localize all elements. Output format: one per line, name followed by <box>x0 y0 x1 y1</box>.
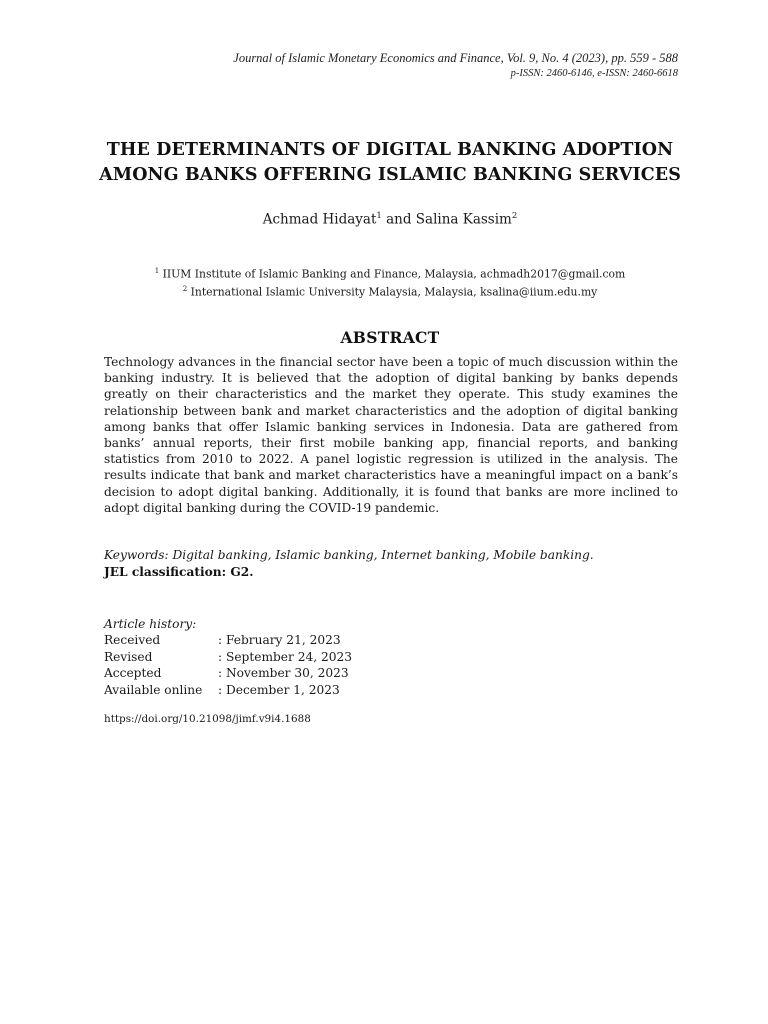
author-conjunction: and <box>381 211 416 228</box>
history-row-revised <box>104 649 352 665</box>
affiliation-2 <box>0 282 768 300</box>
paper-title-line-2: AMONG BANKS OFFERING ISLAMIC BANKING SERVICES <box>99 165 681 185</box>
author-affil-mark-2: 2 <box>511 211 518 221</box>
jel-classification: JEL classification: G2. <box>104 565 254 579</box>
history-label: Revised <box>104 649 153 664</box>
author-list <box>0 211 768 228</box>
history-value: : December 1, 2023 <box>218 682 340 697</box>
author-name-2: Salina Kassim <box>415 211 512 228</box>
article-history <box>104 616 352 698</box>
history-label: Available online <box>104 682 203 697</box>
affiliation-list <box>0 264 768 299</box>
history-row-received <box>104 632 352 648</box>
paper-title-line-1: THE DETERMINANTS OF DIGITAL BANKING ADOPTION <box>106 140 674 160</box>
affiliation-text-1: IIUM Institute of Islamic Banking and Finance, Malaysia, achmadh2017@gmail.com <box>159 267 626 281</box>
affiliation-1 <box>0 264 768 282</box>
author-affil-mark-1: 1 <box>376 211 382 221</box>
history-value: : February 21, 2023 <box>218 633 341 648</box>
affiliation-mark-1: 1 <box>154 267 160 275</box>
journal-issn: p-ISSN: 2460-6146, e-ISSN: 2460-6618 <box>510 68 678 79</box>
journal-citation: Journal of Islamic Monetary Economics and Finance, Vol. 9, No. 4 (2023), pp. 559 - 588 <box>233 51 678 65</box>
history-row-available-online <box>104 682 352 698</box>
history-value: : November 30, 2023 <box>218 666 349 681</box>
paper-title <box>60 138 720 188</box>
affiliation-text-2: International Islamic University Malaysia, Malaysia, ksalina@iium.edu.my <box>187 285 598 299</box>
history-value: : September 24, 2023 <box>218 649 352 664</box>
history-row-accepted <box>104 665 352 681</box>
abstract-body: Technology advances in the financial sector have been a topic of much discussion within the banking industry. It is believed that the adoption of digital banking by banks depends greatly on their characteristics and the market they operate. This study examines the relationship between bank and market characteristics and the adoption of digital banking among banks that offer Islamic banking services in Indonesia. Data are gathered from banks’ annual reports, their first mobile banking app, financial reports, and banking statistics from 2010 to 2022. A panel logistic regression is utilized in the analysis. The results indicate that bank and market characteristics have a meaningful impact on a bank’s decision to adopt digital banking. Additionally, it is found that banks are more inclined to adopt digital banking during the COVID-19 pandemic. <box>104 355 678 515</box>
history-label: Accepted <box>104 666 162 681</box>
keywords: Keywords: Digital banking, Islamic banking, Internet banking, Mobile banking. <box>104 548 594 562</box>
author-name-1: Achmad Hidayat <box>262 211 377 228</box>
article-history-title: Article history: <box>104 617 197 631</box>
history-label: Received <box>104 633 161 648</box>
doi-link[interactable]: https://doi.org/10.21098/jimf.v9i4.1688 <box>104 713 311 725</box>
affiliation-mark-2: 2 <box>182 284 188 293</box>
abstract-heading: ABSTRACT <box>340 328 440 347</box>
